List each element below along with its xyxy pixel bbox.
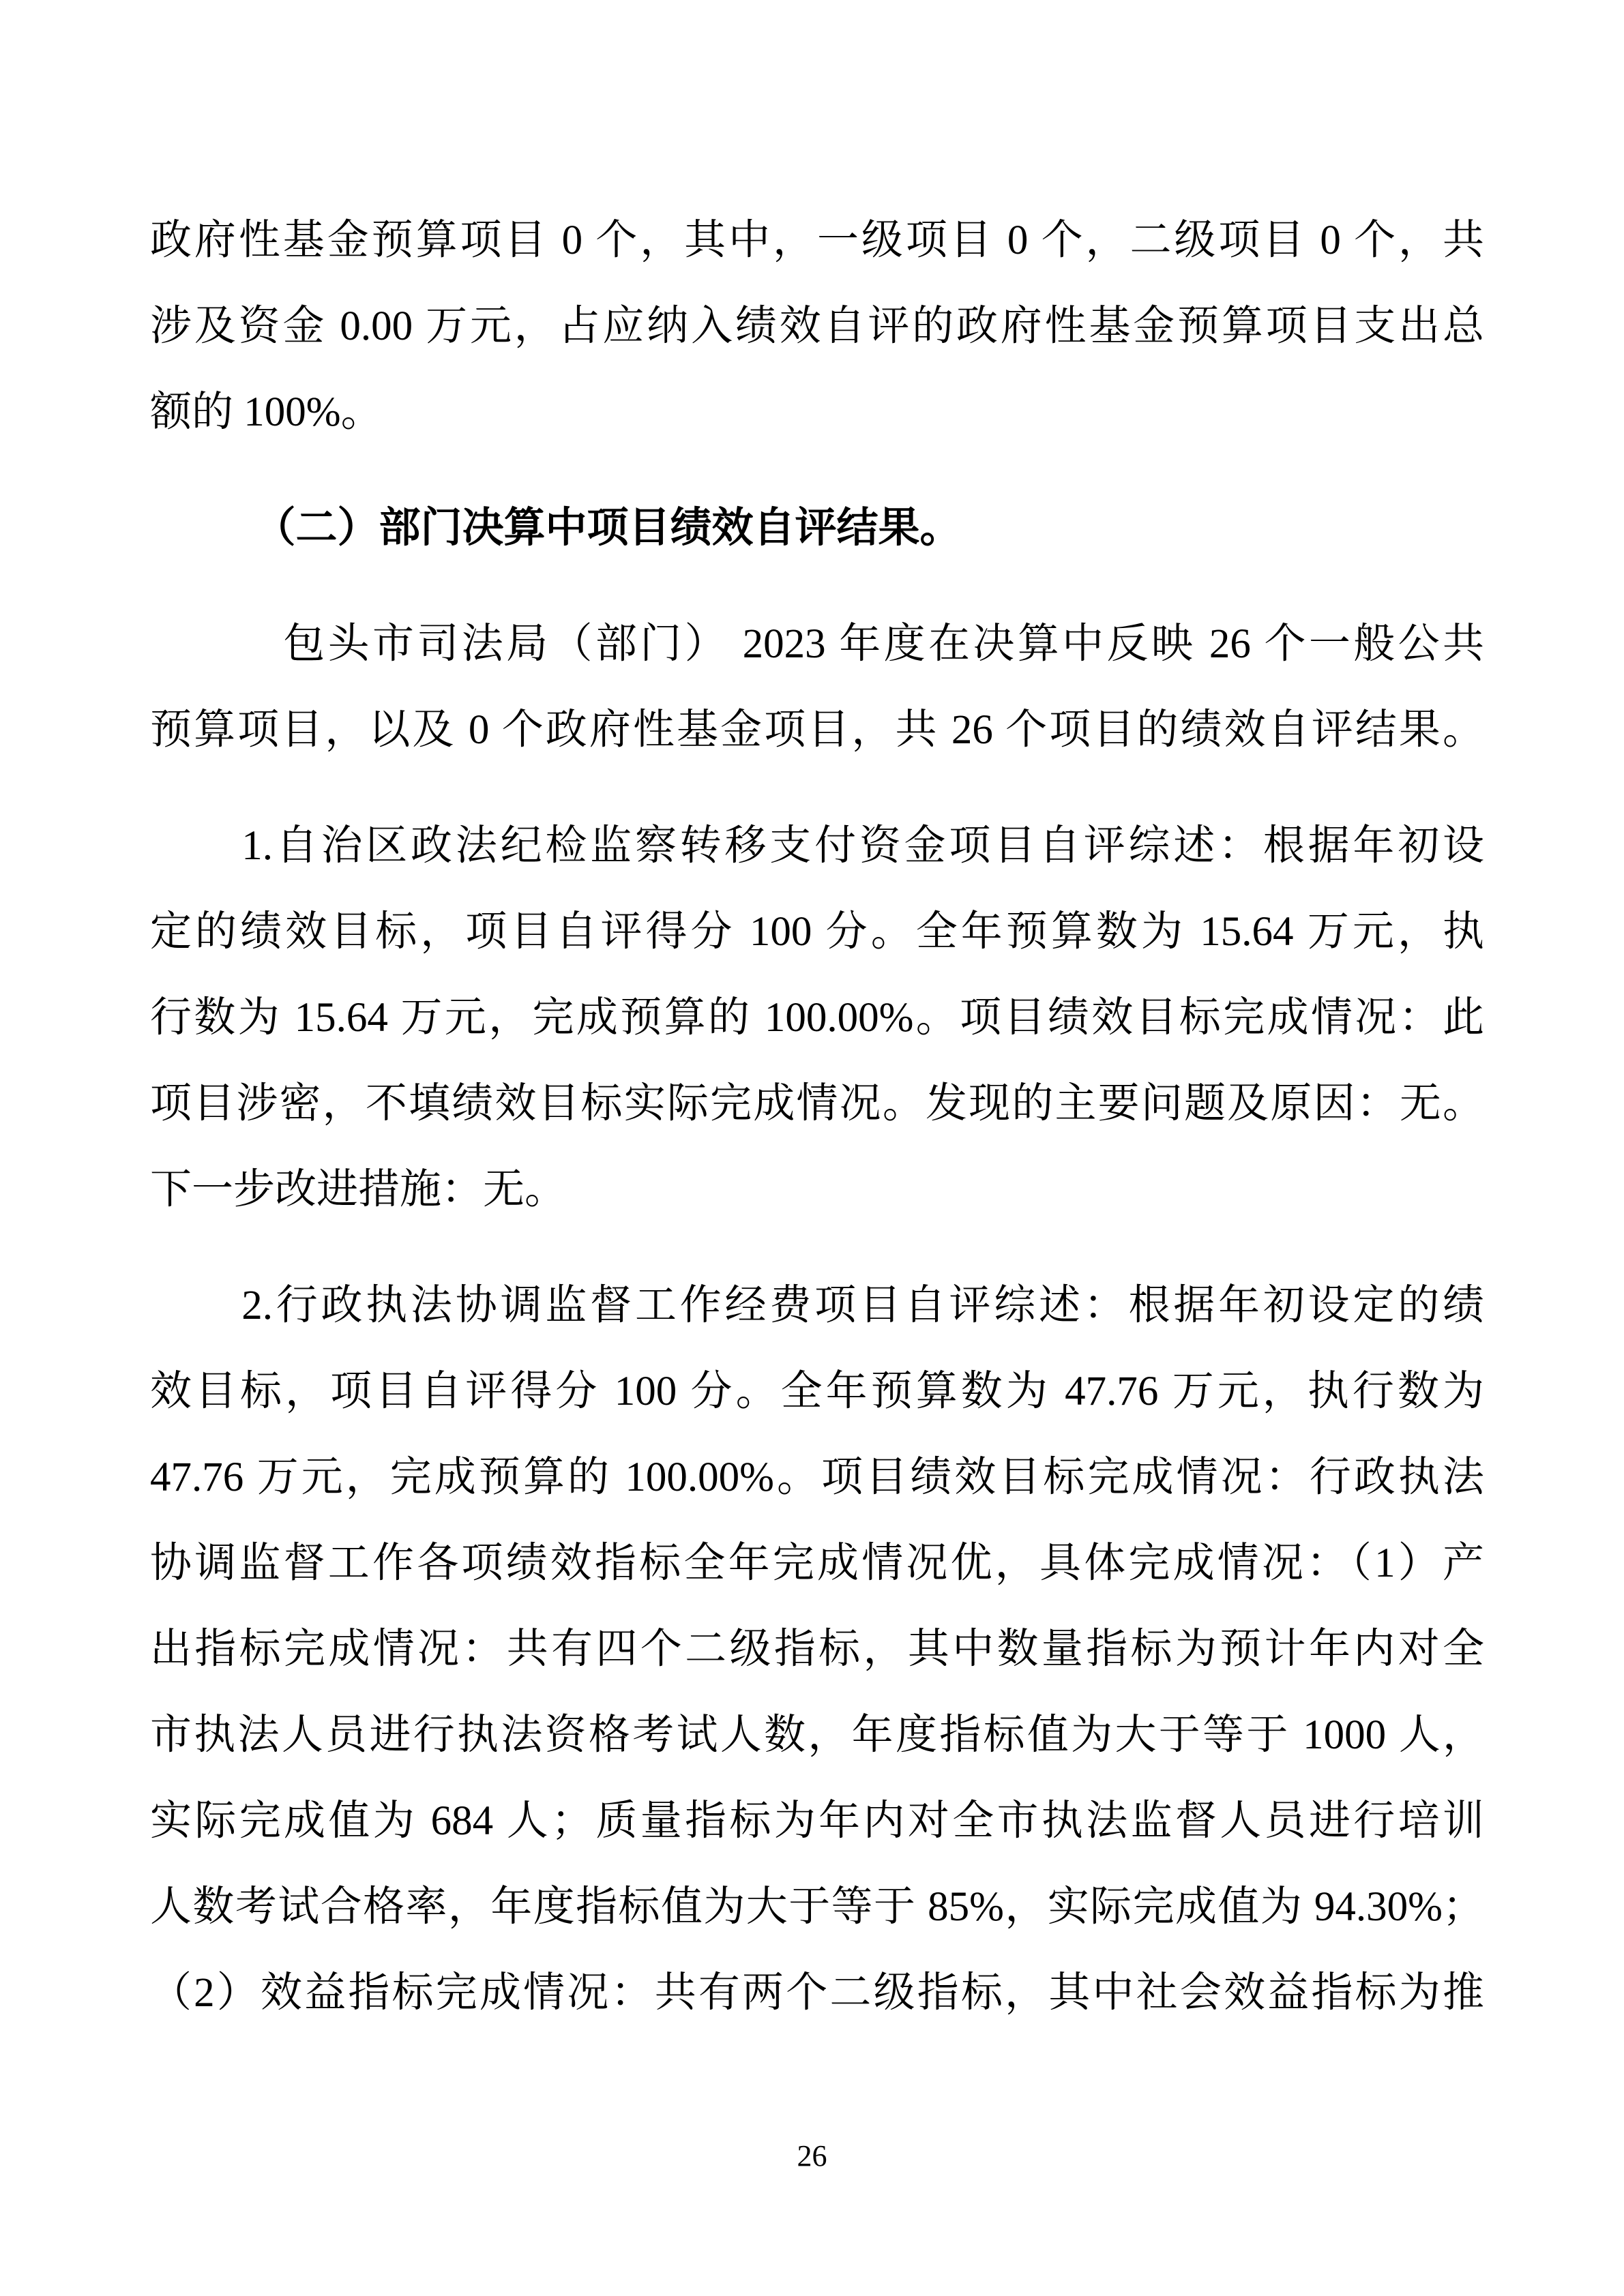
text-line: 预算项目，以及 0 个政府性基金项目，共 26 个项目的绩效自评结果。 (150, 707, 1484, 753)
text-line: 行数为 15.64 万元，完成预算的 100.00%。项目绩效目标完成情况：此 (150, 995, 1484, 1041)
text-line: 包头市司法局（部门） 2023 年度在决算中反映 26 个一般公共 (283, 621, 1484, 667)
text-line: 项目涉密，不填绩效目标实际完成情况。发现的主要问题及原因：无。 (150, 1081, 1484, 1127)
paragraph-project-item-2 (150, 1263, 1484, 2036)
text-line: 额的 100%。 (150, 389, 383, 435)
text-line: 47.76 万元，完成预算的 100.00%。项目绩效目标完成情况：行政执法 (150, 1455, 1484, 1500)
paragraph-project-item-1 (150, 803, 1484, 1233)
text-line: 协调监督工作各项绩效指标全年完成情况优，具体完成情况：（1）产 (150, 1540, 1484, 1586)
text-line: 2.行政执法协调监督工作经费项目自评综述：根据年初设定的绩 (241, 1283, 1484, 1328)
page-footer (0, 2138, 1624, 2174)
paragraph-gov-fund-budget-continuation (150, 198, 1484, 456)
page-body-text (150, 198, 1484, 2036)
text-line: 市执法人员进行执法资格考试人数，年度指标值为大于等于 1000 人， (150, 1712, 1484, 1758)
text-line: 实际完成值为 684 人；质量指标为年内对全市执法监督人员进行培训 (150, 1798, 1484, 1844)
text-line: 政府性基金预算项目 0 个，其中，一级项目 0 个，二级项目 0 个，共 (150, 218, 1484, 263)
text-line: 下一步改进措施：无。 (150, 1167, 567, 1212)
text-line: 涉及资金 0.00 万元，占应纳入绩效自评的政府性基金预算项目支出总 (150, 303, 1484, 349)
paragraph-department-self-evaluation-summary (150, 601, 1484, 773)
section-heading-text: （二）部门决算中项目绩效自评结果。 (254, 505, 962, 551)
text-line: 效目标，项目自评得分 100 分。全年预算数为 47.76 万元，执行数为 (150, 1369, 1484, 1414)
text-line: 人数考试合格率，年度指标值为大于等于 85%，实际完成值为 94.30%； (150, 1884, 1484, 1930)
text-line: （2）效益指标完成情况：共有两个二级指标，其中社会效益指标为推 (150, 1970, 1484, 2016)
text-line: 出指标完成情况：共有四个二级指标，其中数量指标为预计年内对全 (150, 1626, 1484, 1672)
text-line: 1.自治区政法纪检监察转移支付资金项目自评综述：根据年初设 (241, 823, 1484, 869)
text-line: 定的绩效目标，项目自评得分 100 分。全年预算数为 15.64 万元，执 (150, 909, 1484, 955)
page-number: 26 (797, 2139, 827, 2173)
section-heading (150, 486, 1484, 571)
